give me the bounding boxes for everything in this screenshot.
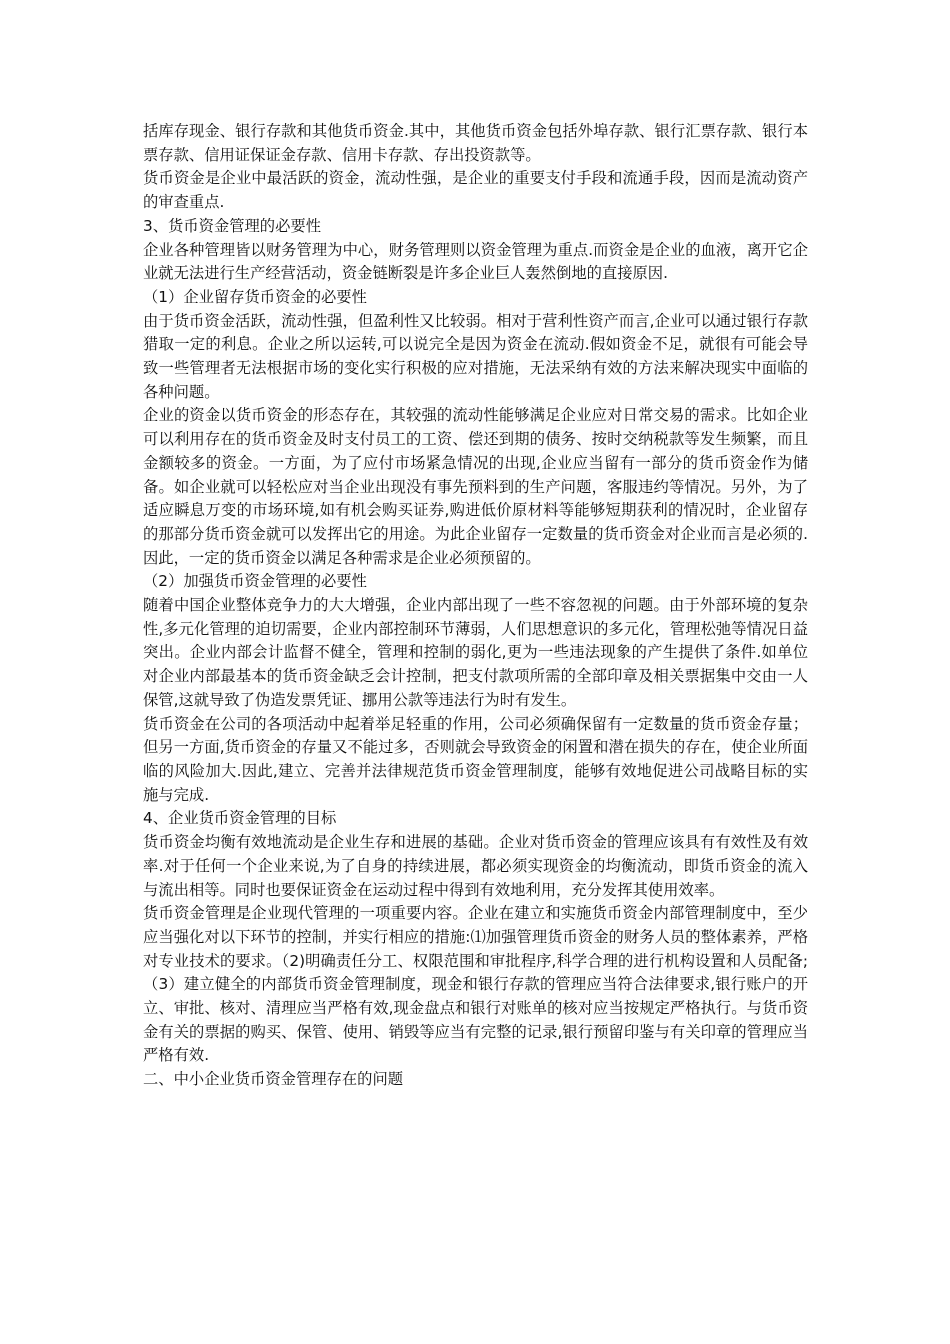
paragraph-control-measures: 货币资金管理是企业现代管理的一项重要内容。企业在建立和实施货币资金内部管理制度中，至少应当强化对以下环节的控制，并实行相应的措施:⑴加强管理货币资金的财务人员的整体素养，严格对专业技术的要求。（2)明确责任分工、权限范围和审批程序,科学合理的进行机构设置和人员配备;（3）建立健全的内部货币资金管理制度，现金和银行存款的管理应当符合法律要求,银行账户的开立、审批、核对、清理应当严格有效,现金盘点和银行对账单的核对应当按规定严格执行。与货币资金有关的票据的购买、保管、使用、销毁等应当有完整的记录,银行预留印鉴与有关印章的管理应当严格有效.: [143, 904, 808, 1065]
section-heading-necessity: 3、货币资金管理的必要性: [143, 216, 321, 235]
paragraph-fund-role: 货币资金在公司的各项活动中起着举足轻重的作用，公司必须确保留有一定数量的货币资金存量；但另一方面,货币资金的存量又不能过多，否则就会导致资金的闲置和潜在损失的存在，使企业所面临的风险加大.因此,建立、完善并法律规范货币资金管理制度，能够有效地促进公司战略目标的实施与完成.: [143, 714, 808, 804]
paragraph-fund-importance: 货币资金是企业中最活跃的资金，流动性强，是企业的重要支付手段和流通手段，因而是流动资产的审查重点.: [143, 169, 808, 212]
paragraph-retention-liquidity: 企业的资金以货币资金的形态存在，其较强的流动性能够满足企业应对日常交易的需求。比如企业可以利用存在的货币资金及时支付员工的工资、偿还到期的债务、按时交纳税款等发生频繁，而且金额较多的资金。一方面，为了应付市场紧急情况的出现,企业应当留有一部分的货币资金作为储备。如企业就可以轻松应对当企业出现没有事先预料到的生产问题，客服违约等情况。另外，为了适应瞬息万变的市场环境,如有机会购买证券,购进低价原材料等能够短期获利的情况时，企业留存的那部分货币资金就可以发挥出它的用途。为此企业留存一定数量的货币资金对企业而言是必须的.因此，一定的货币资金以满足各种需求是企业必须预留的。: [143, 406, 808, 567]
paragraph-retention-reason: 由于货币资金活跃，流动性强，但盈利性又比较弱。相对于营利性资产而言,企业可以通过银行存款猎取一定的利息。企业之所以运转,可以说完全是因为资金在流动.假如资金不足，就很有可能会导致一些管理者无法根据市场的变化实行积极的应对措施，无法采纳有效的方法来解决现实中面临的各种问题。: [143, 311, 808, 401]
subsection-heading-retention: （1）企业留存货币资金的必要性: [143, 287, 367, 306]
section-heading-goals: 4、企业货币资金管理的目标: [143, 809, 337, 828]
paragraph-continuation-fund-types: 括库存现金、银行存款和其他货币资金.其中，其他货币资金包括外埠存款、银行汇票存款、银行本票存款、信用证保证金存款、信用卡存款、存出投资款等。: [143, 122, 808, 164]
paragraph-balanced-flow: 货币资金均衡有效地流动是企业生存和进展的基础。企业对货币资金的管理应该具有有效性及有效率.对于任何一个企业来说,为了自身的持续进展，都必须实现资金的均衡流动，即货币资金的流入与流出相等。同时也要保证资金在运动过程中得到有效地利用，充分发挥其使用效率。: [143, 833, 808, 899]
paragraph-internal-problems: 随着中国企业整体竞争力的大大增强，企业内部出现了一些不容忽视的问题。由于外部环境的复杂性,多元化管理的迫切需要，企业内部控制环节薄弱，人们思想意识的多元化，管理松弛等情况日益突出。企业内部会计监督不健全，管理和控制的弱化,更为一些违法现象的产生提供了条件.如单位对企业内部最基本的货币资金缺乏会计控制，把支付款项所需的全部印章及相关票据集中交由一人保管,这就导致了伪造发票凭证、挪用公款等违法行为时有发生。: [143, 596, 808, 709]
document-body: [143, 120, 808, 1092]
paragraph-fund-management-center: 企业各种管理皆以财务管理为中心，财务管理则以资金管理为重点.而资金是企业的血液，离开它企业就无法进行生产经营活动，资金链断裂是许多企业巨人轰然倒地的直接原因.: [143, 240, 808, 283]
chapter-heading-problems: 二、中小企业货币资金管理存在的问题: [143, 1070, 404, 1089]
subsection-heading-strengthen: （2）加强货币资金管理的必要性: [143, 572, 367, 591]
